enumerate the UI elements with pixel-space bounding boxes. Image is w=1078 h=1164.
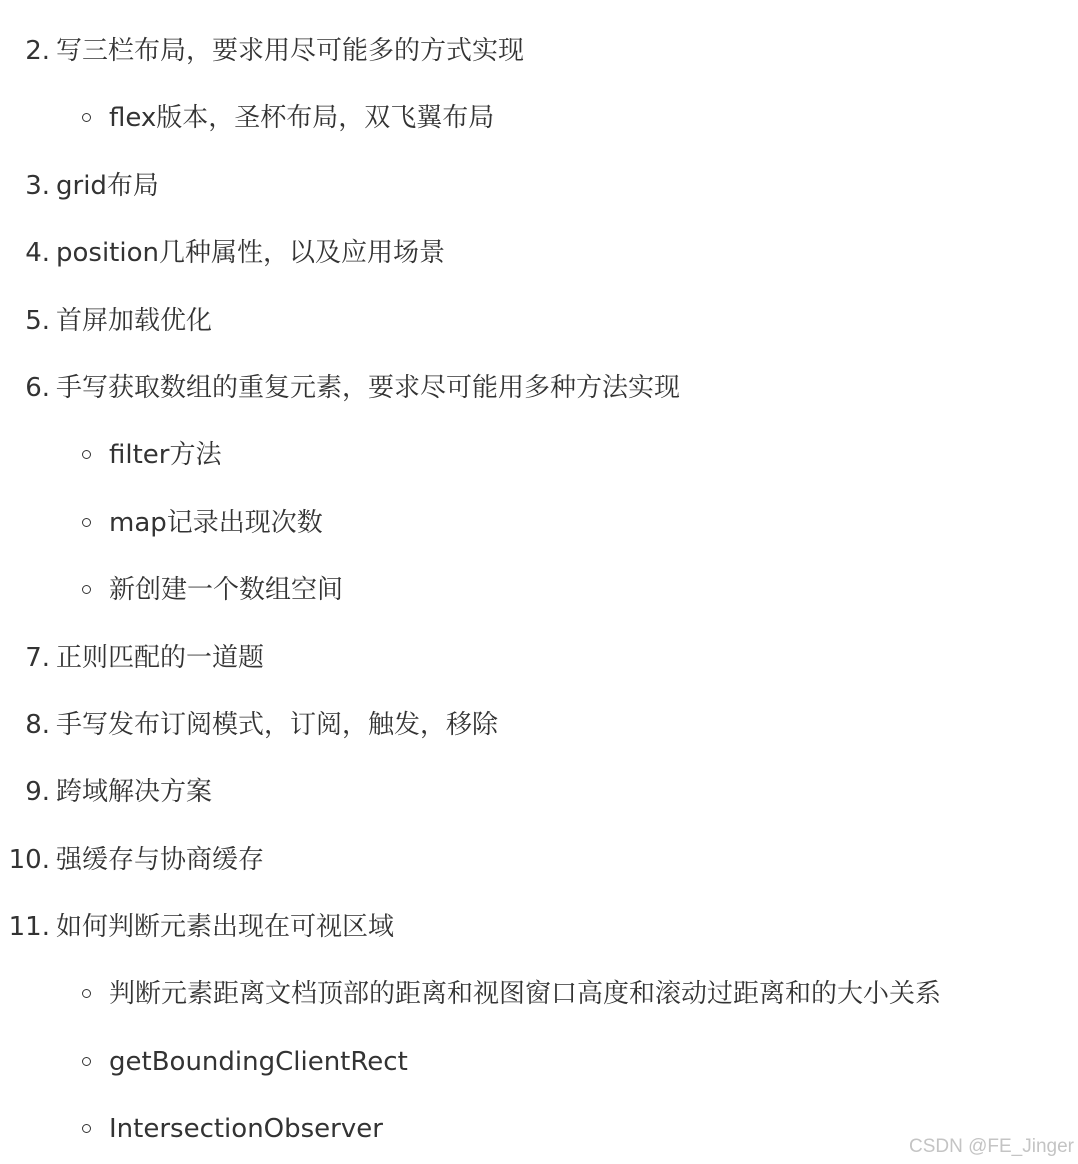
list-item [0, 153, 1078, 220]
circle-bullet-icon [82, 450, 91, 459]
list-item [0, 692, 1078, 759]
sub-item-text: getBoundingClientRect [109, 1046, 408, 1077]
sub-list-item [0, 961, 1078, 1028]
item-text: 如何判断元素出现在可视区域 [56, 912, 395, 943]
csdn-watermark: CSDN @FE_Jinger [909, 1136, 1074, 1157]
list-item [0, 827, 1078, 894]
item-text: position几种属性，以及应用场景 [56, 238, 445, 269]
item-text: 跨域解决方案 [56, 777, 213, 808]
circle-bullet-icon [82, 989, 91, 998]
item-number: 3. [25, 170, 50, 201]
circle-bullet-icon [82, 585, 91, 594]
list-item [0, 355, 1078, 422]
item-number: 8. [25, 709, 50, 740]
list-item [0, 18, 1078, 85]
circle-bullet-icon [82, 113, 91, 122]
item-text: 强缓存与协商缓存 [56, 844, 265, 875]
sub-item-text: 新创建一个数组空间 [109, 575, 344, 606]
item-text: 首屏加载优化 [56, 305, 213, 336]
item-text: grid布局 [56, 170, 159, 201]
item-number: 4. [25, 238, 50, 269]
sub-list-item [0, 422, 1078, 489]
sub-list-item [0, 85, 1078, 152]
list-item [0, 759, 1078, 826]
item-text: 正则匹配的一道题 [56, 642, 265, 673]
item-number: 6. [25, 372, 50, 403]
list-item [0, 625, 1078, 692]
item-number: 7. [25, 642, 50, 673]
sub-list-item [0, 1029, 1078, 1096]
question-list [0, 18, 1078, 1164]
circle-bullet-icon [82, 1057, 91, 1066]
item-number: 5. [25, 305, 50, 336]
item-text: 手写发布订阅模式，订阅，触发，移除 [56, 709, 499, 740]
sub-item-text: filter方法 [109, 440, 222, 471]
circle-bullet-icon [82, 1124, 91, 1133]
item-number: 9. [25, 777, 50, 808]
list-item [0, 288, 1078, 355]
item-text: 手写获取数组的重复元素，要求尽可能用多种方法实现 [56, 372, 681, 403]
sub-list-item [0, 490, 1078, 557]
sub-item-text: IntersectionObserver [109, 1114, 383, 1145]
sub-item-text: 判断元素距离文档顶部的距离和视图窗口高度和滚动过距离和的大小关系 [109, 979, 942, 1010]
sub-item-text: flex版本，圣杯布局，双飞翼布局 [109, 103, 495, 134]
list-item [0, 894, 1078, 961]
circle-bullet-icon [82, 518, 91, 527]
sub-item-text: map记录出现次数 [109, 507, 323, 538]
list-item [0, 220, 1078, 287]
item-text: 写三栏布局，要求用尽可能多的方式实现 [56, 36, 525, 66]
sub-list-item [0, 557, 1078, 624]
item-number: 2. [25, 36, 50, 66]
item-number: 10. [8, 844, 50, 875]
item-number: 11. [8, 912, 50, 943]
